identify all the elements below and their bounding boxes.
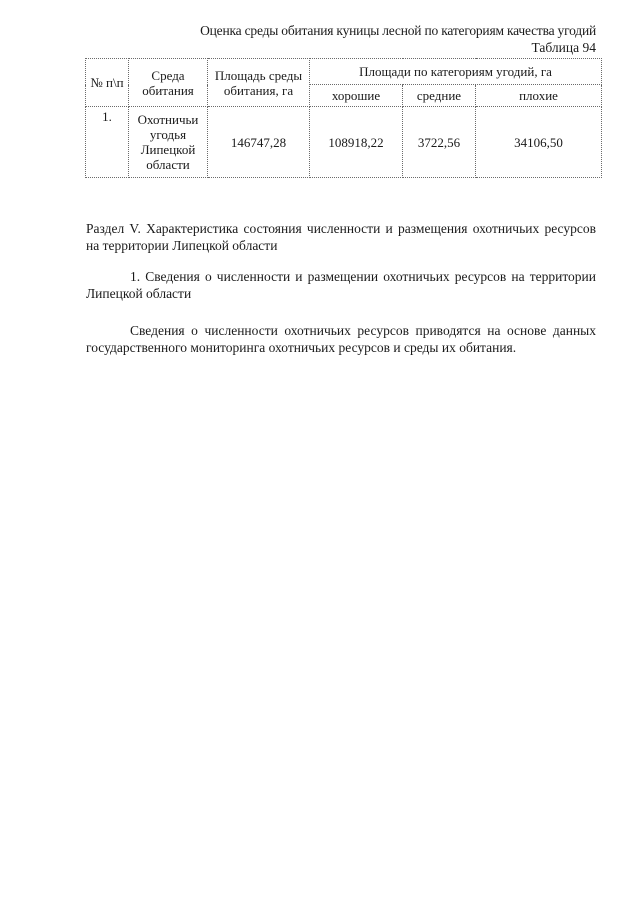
header-medium: средние bbox=[403, 85, 476, 107]
header-num: № п\п bbox=[86, 59, 129, 107]
cell-habitat: Охотничьи угодья Липецкой области bbox=[129, 107, 208, 178]
section-body: Сведения о численности охотничьих ресурсов приводятся на основе данных государственного мониторинга охотничьих ресурсов и среды их обитания. bbox=[86, 323, 596, 355]
cell-good: 108918,22 bbox=[310, 107, 403, 178]
habitat-quality-table bbox=[85, 58, 602, 178]
header-area: Площадь среды обитания, га bbox=[208, 59, 310, 107]
header-categories: Площади по категориям угодий, га bbox=[310, 59, 602, 85]
table-number: Таблица 94 bbox=[531, 40, 596, 55]
section-heading: Раздел V. Характеристика состояния численности и размещения охотничьих ресурсов на территории Липецкой области bbox=[86, 221, 596, 253]
cell-medium: 3722,56 bbox=[403, 107, 476, 178]
header-habitat: Среда обитания bbox=[129, 59, 208, 107]
table-title: Оценка среды обитания куницы лесной по категориям качества угодий bbox=[200, 23, 596, 38]
header-good: хорошие bbox=[310, 85, 403, 107]
cell-num: 1. bbox=[86, 107, 129, 178]
header-poor: плохие bbox=[476, 85, 602, 107]
cell-area: 146747,28 bbox=[208, 107, 310, 178]
table-row bbox=[86, 107, 602, 178]
cell-poor: 34106,50 bbox=[476, 107, 602, 178]
section-subheading: 1. Сведения о численности и размещении охотничьих ресурсов на территории Липецкой области bbox=[86, 269, 596, 301]
